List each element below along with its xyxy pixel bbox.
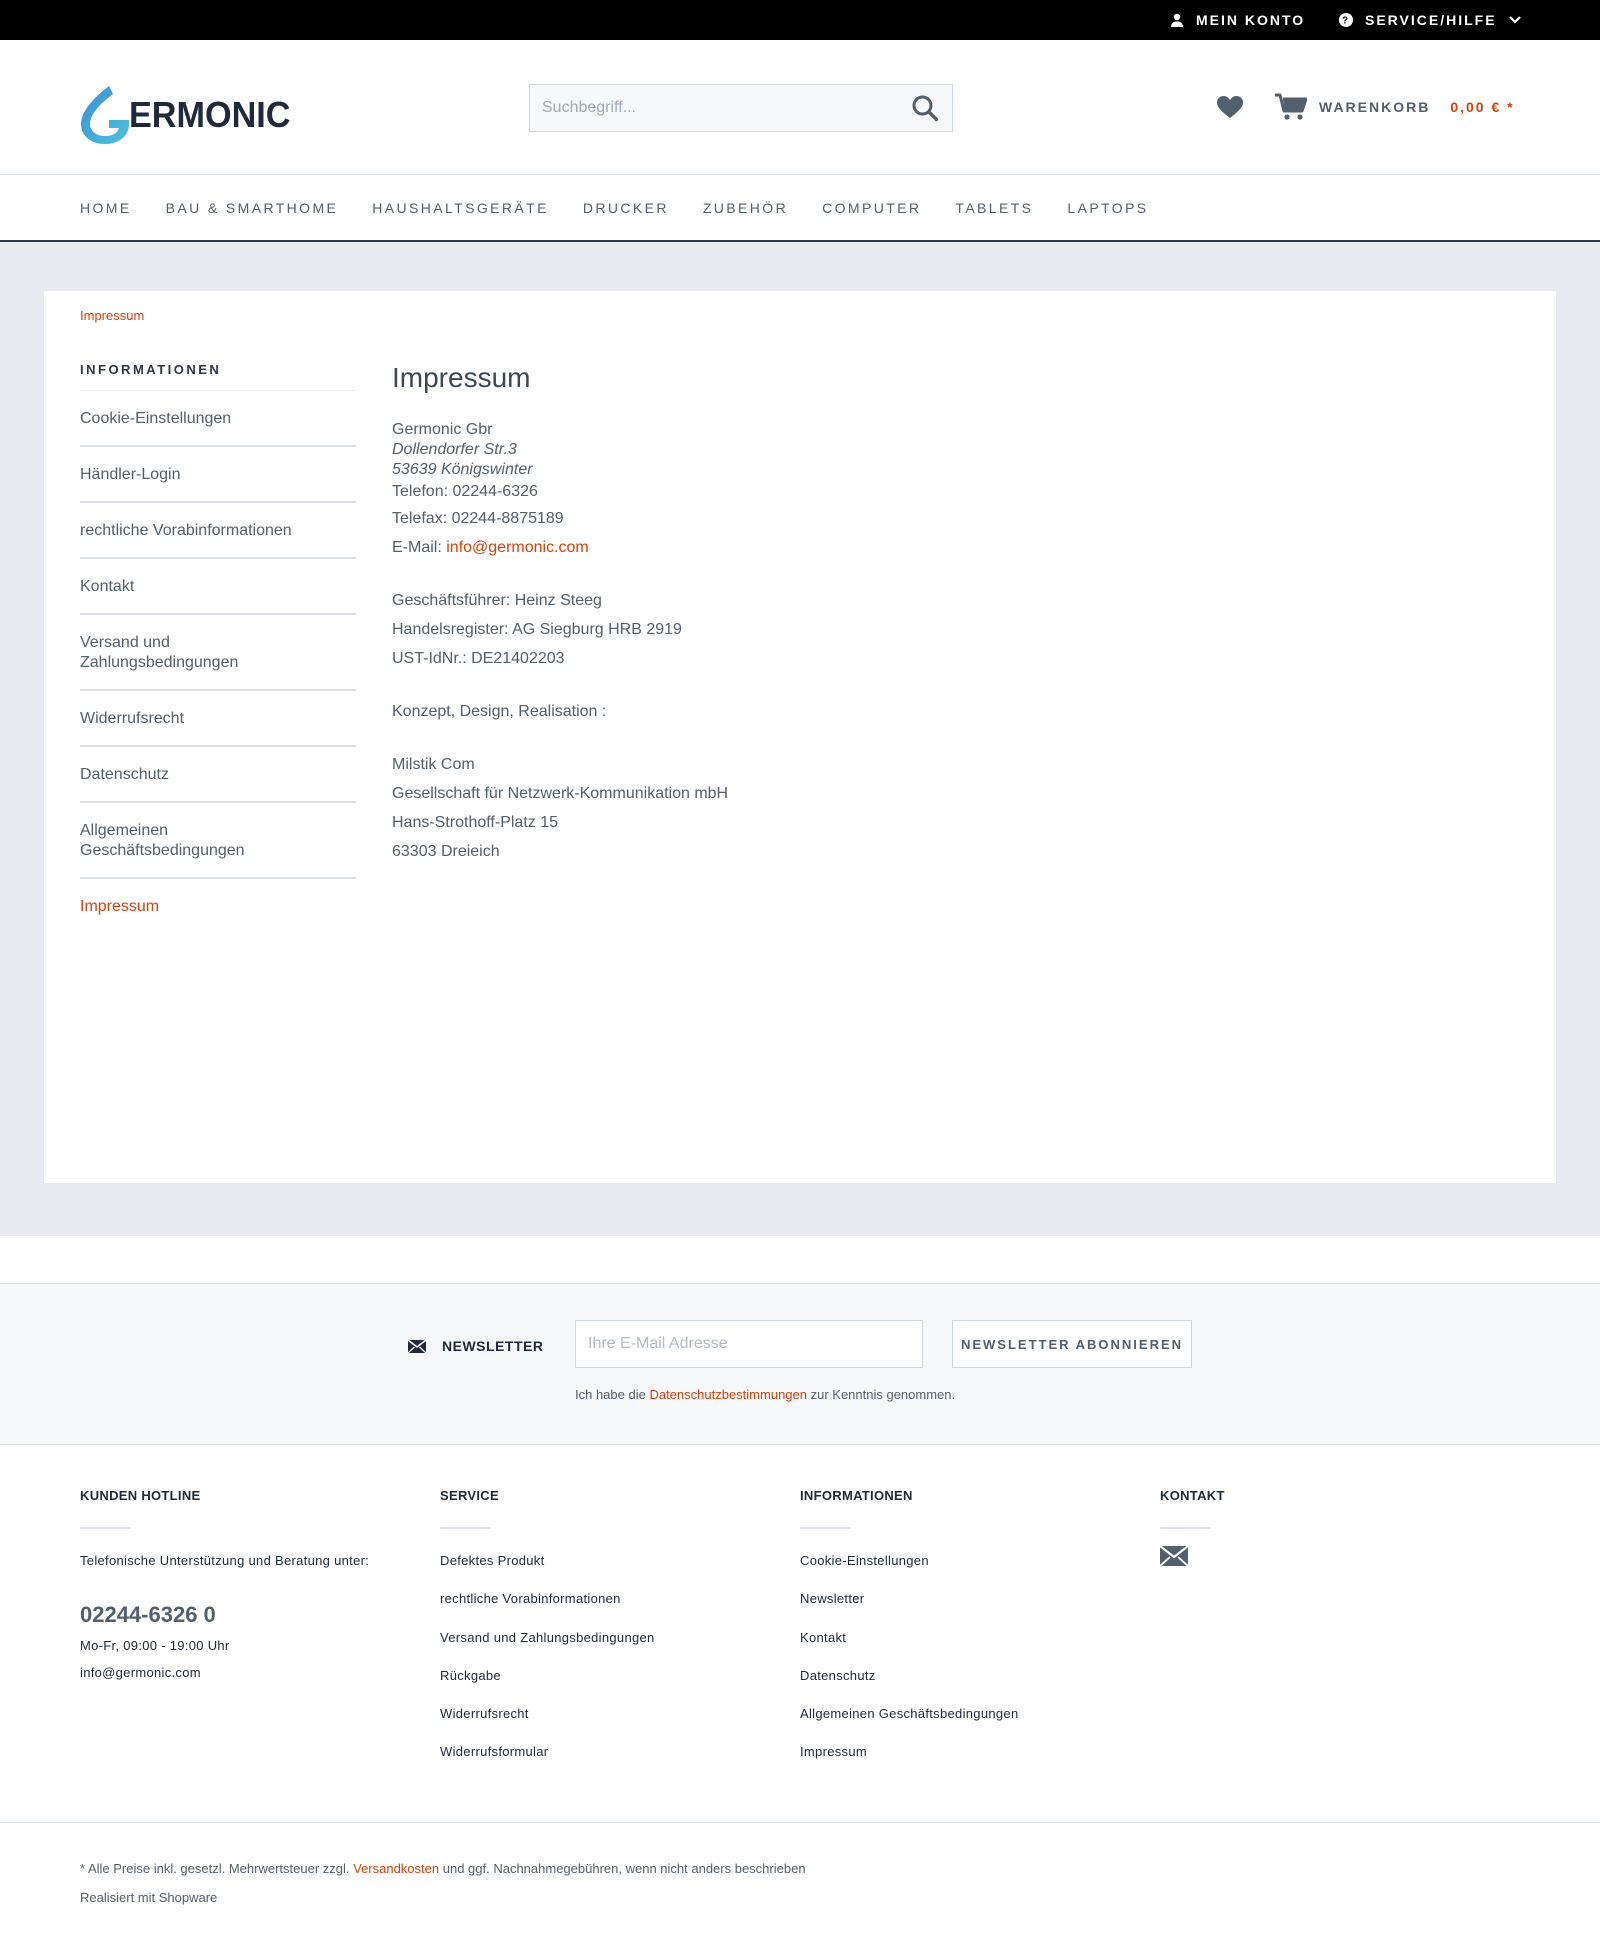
- footer-link[interactable]: Newsletter: [800, 1591, 865, 1607]
- breadcrumb[interactable]: Impressum: [80, 308, 145, 323]
- footer-link[interactable]: Widerrufsformular: [440, 1744, 549, 1760]
- wishlist-button[interactable]: [1215, 92, 1245, 122]
- footer-info-title: INFORMATIONEN: [800, 1488, 913, 1503]
- footer-divider: [800, 1527, 850, 1529]
- chevron-down-icon: [1509, 16, 1521, 24]
- company-street: Dollendorfer Str.3: [392, 441, 517, 458]
- sidebar-item-shipping-payment[interactable]: Versand und Zahlungsbedingungen: [80, 615, 356, 691]
- top-bar: [0, 0, 1600, 40]
- help-circle-icon: [1339, 13, 1353, 27]
- my-account-link[interactable]: [1170, 0, 1305, 40]
- hotline-phone[interactable]: 02244-6326 0: [80, 1602, 216, 1627]
- footer-link[interactable]: rechtliche Vorabinformationen: [440, 1591, 621, 1607]
- company-phone: Telefon: 02244-6326: [392, 483, 538, 500]
- footer-link[interactable]: Defektes Produkt: [440, 1553, 545, 1568]
- footer-hotline-title: KUNDEN HOTLINE: [80, 1488, 201, 1503]
- cart-amount: 0,00 € *: [1450, 99, 1515, 115]
- search-box: [529, 84, 953, 132]
- footer-service: [440, 1488, 770, 1783]
- nav-item-zubehoer[interactable]: ZUBEHÖR: [702, 199, 789, 216]
- sidebar-item-cookie-settings[interactable]: Cookie-Einstellungen: [80, 391, 356, 447]
- newsletter-section: [0, 1283, 1600, 1445]
- search-input[interactable]: [530, 85, 900, 131]
- envelope-icon: [408, 1340, 426, 1353]
- nav-item-home[interactable]: HOME: [80, 199, 132, 216]
- shipping-costs-link[interactable]: Versandkosten: [353, 1861, 440, 1876]
- user-icon: [1170, 13, 1184, 27]
- hotline-hours: Mo-Fr, 09:00 - 19:00 Uhr: [80, 1638, 230, 1653]
- nav-item-drucker[interactable]: DRUCKER: [582, 199, 669, 216]
- envelope-icon[interactable]: [1160, 1546, 1188, 1571]
- sidebar-item-legal-preinfo[interactable]: rechtliche Vorabinformationen: [80, 503, 356, 559]
- hotline-email[interactable]: info@germonic.com: [80, 1665, 201, 1680]
- sidebar-item-contact[interactable]: Kontakt: [80, 559, 356, 615]
- search-button[interactable]: [898, 85, 952, 131]
- logo[interactable]: [79, 84, 299, 146]
- logo-drop-icon: [79, 84, 133, 146]
- made-with-shopware[interactable]: Realisiert mit Shopware: [80, 1890, 218, 1905]
- footer-link[interactable]: Impressum: [800, 1744, 867, 1760]
- company-name: Germonic Gbr: [392, 421, 493, 438]
- nav-item-laptops[interactable]: LAPTOPS: [1067, 199, 1149, 216]
- newsletter-label: NEWSLETTER: [442, 1338, 544, 1354]
- newsletter-privacy-note: Ich habe die Datenschutzbestimmungen zur Kenntnis genommen.: [575, 1387, 956, 1402]
- nav-item-bau-smarthome[interactable]: BAU & SMARTHOME: [165, 199, 339, 216]
- footer-link[interactable]: Versand und Zahlungsbedingungen: [440, 1629, 655, 1645]
- footer-link[interactable]: Rückgabe: [440, 1667, 501, 1683]
- footer-link[interactable]: Allgemeinen Geschäftsbedingungen: [800, 1706, 1019, 1722]
- company-vat: UST-IdNr.: DE21402203: [392, 650, 565, 667]
- footer-contact: [1160, 1488, 1490, 1571]
- newsletter-subscribe-button[interactable]: NEWSLETTER ABONNIEREN: [952, 1320, 1192, 1368]
- footer-hotline: [80, 1488, 410, 1680]
- service-help-menu[interactable]: [1339, 0, 1521, 40]
- bottom-bar: [0, 1822, 1600, 1939]
- footer-link[interactable]: Kontakt: [800, 1629, 847, 1645]
- footer-divider: [440, 1527, 490, 1529]
- sidebar-menu: [80, 390, 356, 933]
- newsletter-email-input[interactable]: [575, 1320, 923, 1368]
- company-register: Handelsregister: AG Siegburg HRB 2919: [392, 621, 682, 638]
- privacy-policy-link[interactable]: Datenschutzbestimmungen: [649, 1387, 807, 1402]
- page-title: Impressum: [392, 362, 531, 393]
- company-email-row: E-Mail: info@germonic.com: [392, 539, 589, 556]
- cart-icon: [1275, 93, 1307, 121]
- nav-item-tablets[interactable]: TABLETS: [955, 199, 1034, 216]
- nav-item-computer[interactable]: COMPUTER: [822, 199, 922, 216]
- site-header: [0, 40, 1600, 174]
- footer-divider: [1160, 1527, 1210, 1529]
- newsletter-label-wrap: [408, 1338, 543, 1354]
- sidebar-item-dealer-login[interactable]: Händler-Login: [80, 447, 356, 503]
- footer-contact-title: KONTAKT: [1160, 1488, 1225, 1503]
- footer-service-title: SERVICE: [440, 1488, 499, 1503]
- heart-icon: [1217, 96, 1243, 118]
- price-note: * Alle Preise inkl. gesetzl. Mehrwertsteuer zzgl. Versandkosten und ggf. Nachnahmegebühren, wenn nicht anders beschrieben: [80, 1861, 806, 1876]
- company-ceo: Geschäftsführer: Heinz Steeg: [392, 592, 602, 609]
- sidebar-item-privacy[interactable]: Datenschutz: [80, 747, 356, 803]
- concept-label: Konzept, Design, Realisation :: [392, 703, 607, 720]
- footer-link[interactable]: Cookie-Einstellungen: [800, 1553, 929, 1568]
- sidebar-item-terms[interactable]: Allgemeinen Geschäftsbedingungen: [80, 803, 356, 879]
- cart-button[interactable]: [1275, 92, 1515, 122]
- service-help-label: SERVICE/HILFE: [1365, 12, 1497, 28]
- sidebar-item-impressum[interactable]: Impressum: [80, 898, 160, 915]
- site-footer: [0, 1445, 1600, 1825]
- sidebar-item-withdrawal[interactable]: Widerrufsrecht: [80, 691, 356, 747]
- cart-label: WARENKORB: [1319, 99, 1431, 115]
- sidebar-title: INFORMATIONEN: [80, 362, 222, 377]
- company-fax: Telefax: 02244-8875189: [392, 510, 564, 527]
- main-navigation: [0, 174, 1600, 242]
- footer-divider: [80, 1527, 130, 1529]
- footer-link[interactable]: Datenschutz: [800, 1667, 876, 1683]
- logo-text: ERMONIC: [129, 94, 291, 135]
- my-account-label: MEIN KONTO: [1196, 12, 1306, 28]
- footer-info: [800, 1488, 1130, 1783]
- agency-street: Hans-Strothoff-Platz 15: [392, 814, 559, 831]
- search-icon: [911, 94, 939, 122]
- company-city: 53639 Königswinter: [392, 461, 533, 478]
- agency-description: Gesellschaft für Netzwerk-Kommunikation mbH: [392, 785, 729, 802]
- impressum-content: [392, 358, 1092, 866]
- agency-name: Milstik Com: [392, 756, 475, 773]
- hotline-text: Telefonische Unterstützung und Beratung unter:: [80, 1553, 370, 1568]
- nav-item-haushaltsgeraete[interactable]: HAUSHALTSGERÄTE: [372, 199, 549, 216]
- svg-text:?: ?: [1341, 15, 1351, 27]
- agency-city: 63303 Dreieich: [392, 843, 500, 860]
- footer-link[interactable]: Widerrufsrecht: [440, 1706, 529, 1722]
- company-email-link[interactable]: info@germonic.com: [446, 539, 589, 556]
